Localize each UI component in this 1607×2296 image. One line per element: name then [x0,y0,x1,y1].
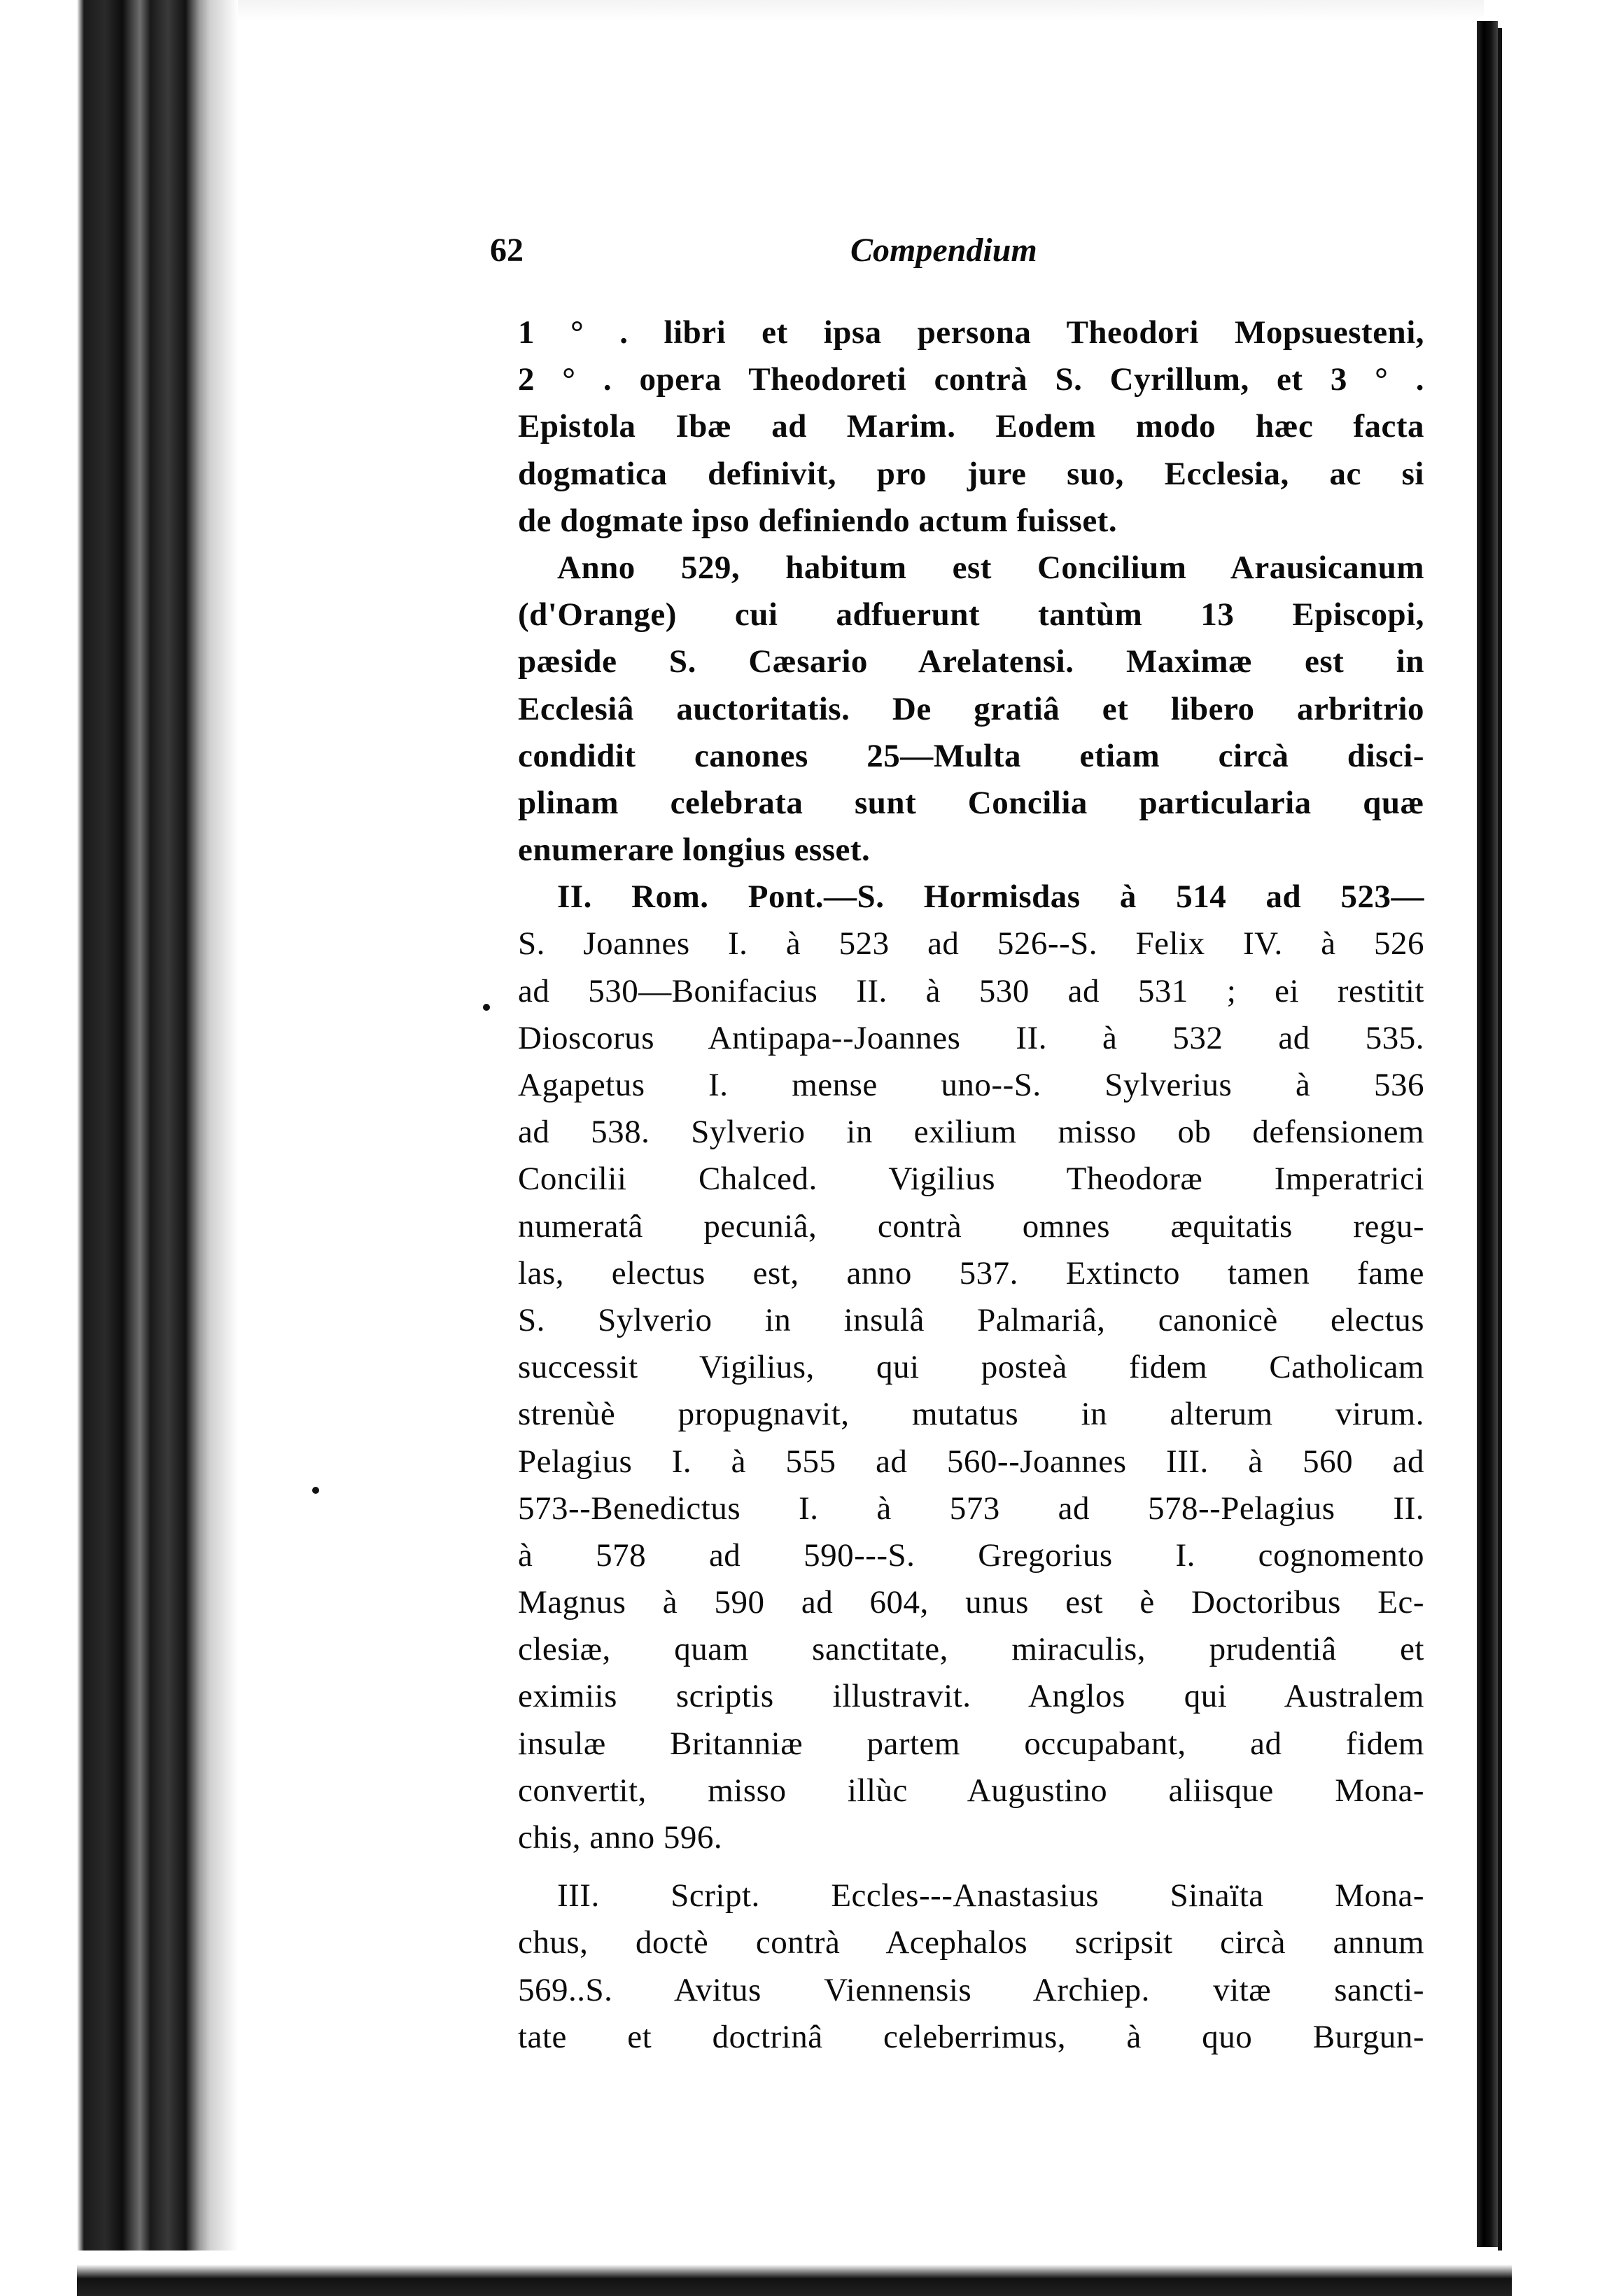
text-line: 1 ° . libri et ipsa persona Theodori Mopsuesteni, [518,314,1424,351]
text-line: enumerare longius esset. [518,832,871,869]
text-line: chus, doctè contrà Acephalos scripsit circà annum [518,1924,1424,1961]
text-line: pæside S. Cæsario Arelatensi. Maximæ est in [518,643,1424,680]
text-block [490,231,1424,2061]
text-line: ad 538. Sylverio in exilium misso ob defensionem [518,1114,1424,1151]
text-line: Ecclesiâ auctoritatis. De gratiâ et libero arbritrio [518,690,1424,727]
facing-page-edge [1498,28,1607,2254]
text-line: eximiis scriptis illustravit. Anglos qui Australem [518,1678,1424,1715]
text-line: Pelagius I. à 555 ad 560--Joannes III. à 560 ad [518,1443,1424,1480]
running-title: Compendium [850,232,1037,269]
text-line: successit Vigilius, qui posteà fidem Catholicam [518,1349,1424,1386]
ink-speck [312,1487,319,1494]
text-line: ad 530—Bonifacius II. à 530 ad 531 ; ei restitit [518,972,1424,1009]
text-line: Anno 529, habitum est Concilium Arausicanum [557,549,1424,586]
page-top-edge [217,0,1484,21]
page-number: 62 [490,232,524,269]
text-line: III. Script. Eccles---Anastasius Sinaïta Mona- [557,1877,1424,1914]
ink-speck [483,1004,490,1011]
text-line: plinam celebrata sunt Concilia particularia quæ [518,784,1424,821]
text-line: tate et doctrinâ celeberrimus, à quo Burgun- [518,2018,1424,2055]
text-line: strenùè propugnavit, mutatus in alterum virum. [518,1396,1424,1433]
text-line: à 578 ad 590---S. Gregorius I. cognomento [518,1536,1424,1574]
text-line: II. Rom. Pont.—S. Hormisdas à 514 ad 523— [557,878,1424,916]
text-line: Epistola Ibæ ad Marim. Eodem modo hæc facta [518,408,1424,445]
text-line: 2 ° . opera Theodoreti contrà S. Cyrillum, et 3 ° . [518,361,1424,398]
page-bottom-edge [77,2250,1512,2296]
text-line: (d'Orange) cui adfuerunt tantùm 13 Episcopi, [518,596,1424,634]
paragraph-ecclesiastical-writers [518,1872,1424,2061]
text-line: insulæ Britanniæ partem occupabant, ad fidem [518,1725,1424,1762]
text-line: S. Sylverio in insulâ Palmariâ, canonicè electus [518,1301,1424,1338]
paragraph-council-orange [518,545,1424,874]
paragraph-roman-pontiffs [518,874,1424,1861]
text-line: 573--Benedictus I. à 573 ad 578--Pelagius II. [518,1490,1424,1527]
text-line: Agapetus I. mense uno--S. Sylverius à 536 [518,1067,1424,1103]
text-line: Dioscorus Antipapa--Joannes II. à 532 ad 535. [518,1019,1424,1056]
book-spine-edge [0,0,217,2296]
text-line: 569..S. Avitus Viennensis Archiep. vitæ sancti- [518,1971,1424,2008]
text-line: Magnus à 590 ad 604, unus est è Doctoribus Ec- [518,1584,1424,1621]
text-line: condidit canones 25—Multa etiam circà disci- [518,737,1424,774]
page-right-edge [1477,21,1498,2247]
paragraph-anathemas [518,309,1424,545]
text-line: S. Joannes I. à 523 ad 526--S. Felix IV. à 526 [518,925,1424,962]
text-line: dogmatica definivit, pro jure suo, Ecclesia, ac si [518,455,1424,492]
text-line: convertit, misso illùc Augustino aliisque Mona- [518,1772,1424,1809]
text-line: chis, anno 596. [518,1819,723,1856]
text-line: las, electus est, anno 537. Extincto tamen fame [518,1254,1424,1292]
spine-shadow [210,0,238,2296]
text-line: numeratâ pecuniâ, contrà omnes æquitatis regu- [518,1208,1424,1245]
text-line: de dogmate ipso definiendo actum fuisset. [518,502,1118,539]
text-line: clesiæ, quam sanctitate, miraculis, prudentiâ et [518,1631,1424,1668]
text-line: Concilii Chalced. Vigilius Theodoræ Imperatrici [518,1161,1424,1198]
running-head [490,231,1424,280]
